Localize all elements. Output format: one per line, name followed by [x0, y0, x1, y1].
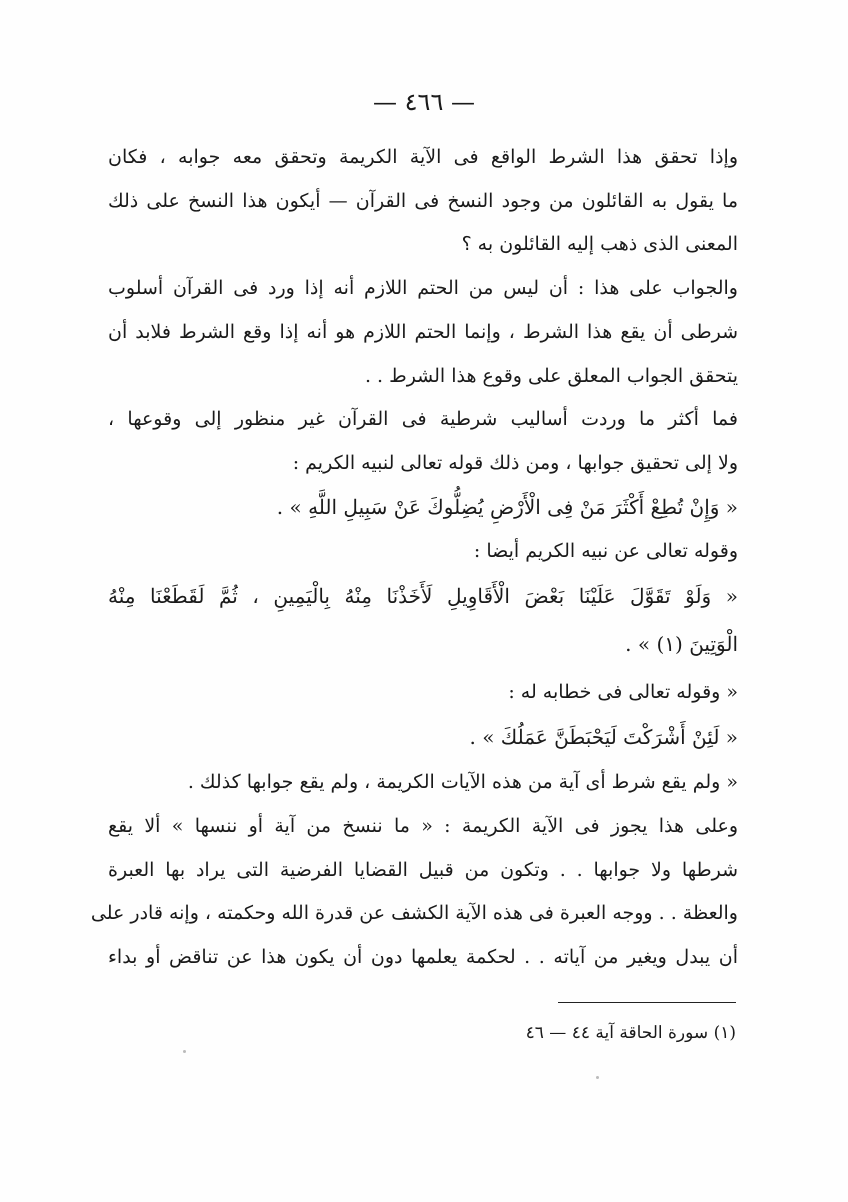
footnote-divider: [558, 1002, 736, 1003]
text-line: والعظة . . ووجه العبرة فى هذه الآية الكشف عن قدرة الله وحكمته ، وإنه قادر على: [90, 902, 738, 924]
quran-verse: « وَإِنْ تُطِعْ أَكْثَرَ مَنْ فِى الْأَرْضِ يُضِلُّوكَ عَنْ سَبِيلِ اللَّهِ » .: [276, 495, 738, 519]
text-line: وعلى هذا يجوز فى الآية الكريمة : « ما ننسخ من آية أو ننسها » ألا يقع: [108, 815, 738, 837]
scan-speck: [596, 1076, 599, 1079]
text-line: أن يبدل ويغير من آياته . . لحكمة يعلمها دون أن يكون هذا عن تناقض أو بداء: [108, 946, 738, 968]
footnote: (١) سورة الحاقة آية ٤٤ — ٤٦: [525, 1023, 736, 1043]
text-line: فما أكثر ما وردت أساليب شرطية فى القرآن غير منظور إلى وقوعها ،: [108, 408, 738, 430]
text-line: « وقوله تعالى فى خطابه له :: [508, 681, 738, 703]
quran-verse: الْوَتِينَ (١) » .: [625, 632, 738, 656]
text-line: يتحقق الجواب المعلق على وقوع هذا الشرط . .: [364, 365, 738, 387]
page-number: — ٤٦٦ —: [373, 88, 475, 116]
text-line: شرطها ولا جوابها . . وتكون من قبيل القضايا الفرضية التى يراد بها العبرة: [108, 859, 738, 881]
text-line: « ولم يقع شرط أى آية من هذه الآيات الكريمة ، ولم يقع جوابها كذلك .: [187, 771, 738, 793]
quran-verse: « وَلَوْ تَقَوَّلَ عَلَيْنَا بَعْضَ الْأَقَاوِيلِ لَأَخَذْنَا مِنْهُ بِالْيَمِينِ ، ثُمَّ لَقَطَعْنَا مِنْهُ: [108, 584, 738, 608]
text-line: وقوله تعالى عن نبيه الكريم أيضا :: [473, 540, 738, 562]
text-line: ولا إلى تحقيق جوابها ، ومن ذلك قوله تعالى لنبيه الكريم :: [292, 452, 738, 474]
text-line: شرطى أن يقع هذا الشرط ، وإنما الحتم اللازم هو أنه إذا وقع الشرط فلابد أن: [108, 321, 738, 343]
quran-verse: « لَئِنْ أَشْرَكْتَ لَيَحْبَطَنَّ عَمَلُكَ » .: [469, 725, 738, 749]
text-line: المعنى الذى ذهب إليه القائلون به ؟: [461, 233, 738, 255]
text-line: وإذا تحقق هذا الشرط الواقع فى الآية الكريمة وتحقق معه جوابه ، فكان: [108, 146, 738, 168]
text-line: والجواب على هذا : أن ليس من الحتم اللازم أنه إذا ورد فى القرآن أسلوب: [108, 277, 738, 299]
scan-speck: [183, 1050, 186, 1053]
text-line: ما يقول به القائلون من وجود النسخ فى القرآن — أيكون هذا النسخ على ذلك: [108, 190, 738, 212]
